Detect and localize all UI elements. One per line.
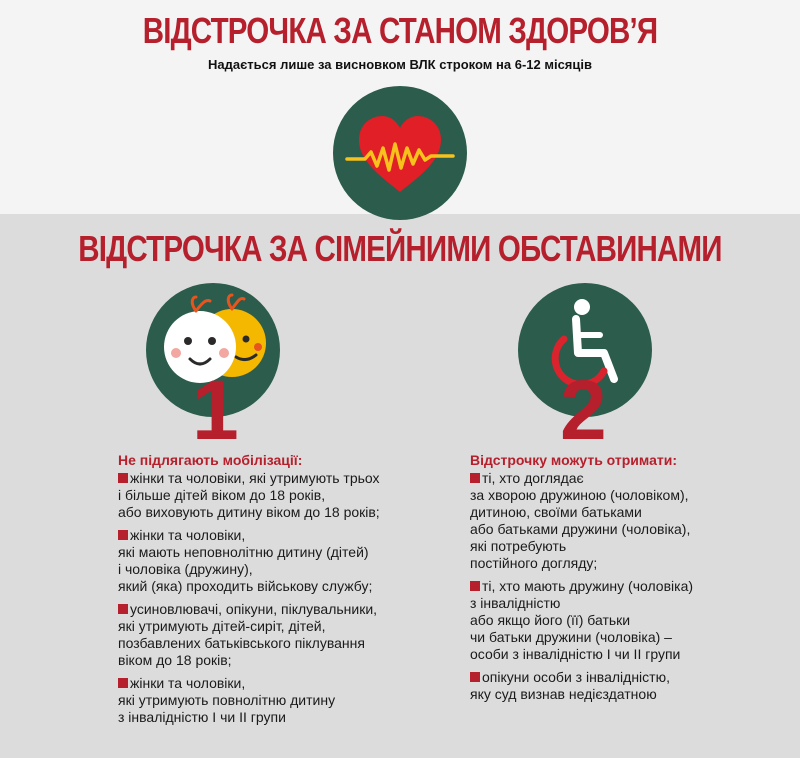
- bullet-square-icon: [118, 678, 128, 688]
- column-2-list: [470, 470, 770, 709]
- list-item: усиновлювачі, опікуни, піклувальники, які утримують дітей-сиріт, дітей, позбавлених батьківського піклування віком до 18 років;: [118, 601, 378, 668]
- column-1-list: [118, 470, 418, 732]
- list-item: жінки та чоловіки, які утримують трьох і більше дітей віком до 18 років, або виховують дитину віком до 18 років;: [118, 470, 380, 520]
- bullet-square-icon: [118, 530, 128, 540]
- bullet-square-icon: [470, 581, 480, 591]
- column-1-number: 1: [192, 363, 239, 457]
- bullet-square-icon: [118, 604, 128, 614]
- list-item: жінки та чоловіки, які утримують повнолітню дитину з інвалідністю І чи ІІ групи: [118, 675, 336, 725]
- column-2-number: 2: [560, 363, 607, 457]
- bullet-square-icon: [118, 473, 128, 483]
- heart-circle: [333, 86, 467, 220]
- health-deferral-title: ВІДСТРОЧКА ЗА СТАНОМ ЗДОРОВ’Я: [142, 10, 658, 51]
- list-item: опікуни особи з інвалідністю, яку суд визнав недієздатною: [470, 669, 670, 702]
- health-deferral-subtitle: Надається лише за висновком ВЛК строком на 6-12 місяців: [208, 57, 592, 72]
- list-item: ті, хто мають дружину (чоловіка) з інвалідністю або якщо його (її) батьки чи батьки дружини (чоловіка) – особи з інвалідністю І чи ІІ групи: [470, 578, 694, 662]
- bullet-square-icon: [470, 672, 480, 682]
- heart-ecg-icon: [333, 86, 467, 220]
- column-1-heading: Не підлягають мобілізації:: [118, 452, 303, 468]
- list-item: жінки та чоловіки, які мають неповнолітню дитину (дітей) і чоловіка (дружину), який (яка) проходить військову службу;: [118, 527, 373, 594]
- bullet-square-icon: [470, 473, 480, 483]
- column-2-heading: Відстрочку можуть отримати:: [470, 452, 677, 468]
- family-deferral-title: ВІДСТРОЧКА ЗА СІМЕЙНИМИ ОБСТАВИНАМИ: [78, 228, 722, 269]
- list-item: ті, хто доглядає за хворою дружиною (чоловіком), дитиною, своїми батьками або батьками дружини (чоловіка), які потребують постійного догляду;: [470, 470, 691, 571]
